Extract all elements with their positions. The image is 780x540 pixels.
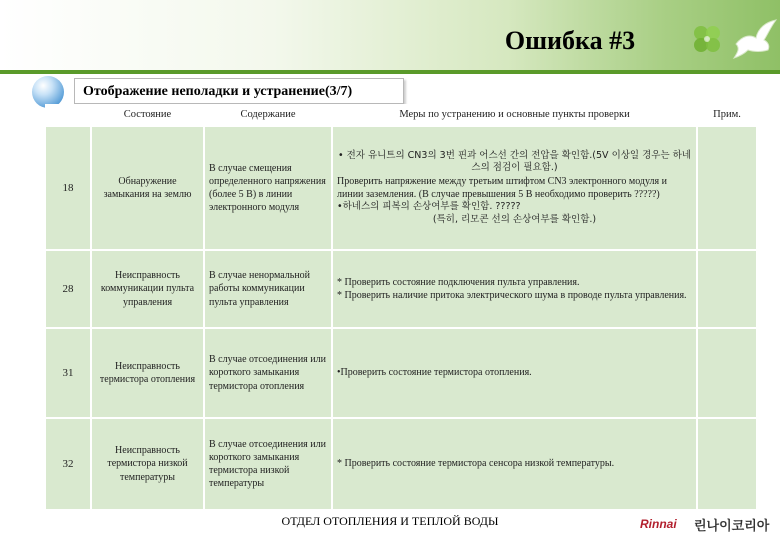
row-code: 18: [45, 126, 91, 250]
department-footer: ОТДЕЛ ОТОПЛЕНИЯ И ТЕПЛОЙ ВОДЫ: [281, 514, 499, 528]
table-row: [45, 126, 757, 250]
row-description: В случае отсоединения или короткого замыкания термистора низкой температуры: [204, 418, 332, 510]
action-line: •하네스의 피복의 손상여부를 확인함. ?????: [337, 201, 521, 213]
troubleshooting-table: [44, 104, 758, 511]
row-action: [332, 418, 697, 510]
row-code: 32: [45, 418, 91, 510]
action-line: • 전자 유니트의 CN3의 3번 핀과 어스선 간의 전압을 확인함.(5V 이상일 경우는 하네스의 점검이 필요함.): [337, 149, 692, 174]
clover-icon: [690, 22, 724, 56]
brand-rinnai-logo: Rinnai: [640, 517, 677, 531]
header-state: Состояние: [91, 104, 204, 126]
page-title: Ошибка #3: [504, 26, 636, 55]
table-row: [45, 418, 757, 510]
header-content: Содержание: [204, 104, 332, 126]
table-header-row: [45, 104, 757, 126]
row-symptom: Неисправность термистора низкой температуры: [91, 418, 204, 510]
dove-icon: [732, 18, 778, 62]
row-symptom: Обнаружение замыкания на землю: [91, 126, 204, 250]
row-symptom: Неисправность термистора отопления: [91, 328, 204, 418]
action-line: * Проверить состояние подключения пульта управления.: [337, 276, 580, 288]
header-code: [45, 104, 91, 126]
section-subtitle: Отображение неполадки и устранение(3/7): [74, 78, 404, 104]
action-line: •Проверить состояние термистора отопления.: [337, 367, 532, 379]
row-note: [697, 126, 757, 250]
action-line: * Проверить наличие притока электрического шума в проводе пульта управления.: [337, 290, 687, 301]
header-note: Прим.: [697, 104, 757, 126]
row-note: [697, 250, 757, 328]
row-code: 28: [45, 250, 91, 328]
row-note: [697, 418, 757, 510]
row-symptom: Неисправность коммуникации пульта управления: [91, 250, 204, 328]
row-description: В случае смещения определенного напряжения (более 5 В) в линии электронного модуля: [204, 126, 332, 250]
row-description: В случае ненормальной работы коммуникации пульта управления: [204, 250, 332, 328]
row-code: 31: [45, 328, 91, 418]
table-row: [45, 250, 757, 328]
row-description: В случае отсоединения или короткого замыкания термистора отопления: [204, 328, 332, 418]
table-row: [45, 328, 757, 418]
row-action: [332, 328, 697, 418]
action-line: * Проверить состояние термистора сенсора низкой температуры.: [337, 458, 615, 470]
action-line: Проверить напряжение между третьим штифтом CN3 электронного модуля и линии заземления. (В случае превышения 5 В необходимо проверить ?????): [337, 175, 667, 200]
row-action: [332, 126, 697, 250]
header-divider: [0, 70, 780, 74]
header-measures: Меры по устранению и основные пункты проверки: [332, 104, 697, 126]
brand-korea-label: 린나이코리아: [694, 519, 770, 534]
row-note: [697, 328, 757, 418]
row-action: [332, 250, 697, 328]
action-line: (특히, 리모콘 선의 손상여부를 확인함.): [432, 213, 597, 225]
